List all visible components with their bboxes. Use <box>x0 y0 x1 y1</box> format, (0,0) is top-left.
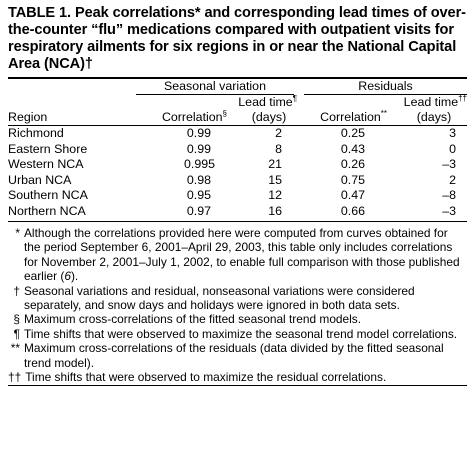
cell-res-correlation: 0.26 <box>340 157 365 171</box>
col-header-sv-lead <box>229 95 299 126</box>
col-header-res-correlation-mark: ** <box>380 108 387 118</box>
footnote <box>8 312 467 326</box>
table-row <box>8 126 467 142</box>
footnotes <box>8 226 467 384</box>
group-header-seasonal: Seasonal variation <box>136 79 299 95</box>
cell-region: Eastern Shore <box>8 141 88 156</box>
footnote <box>8 284 467 313</box>
col-header-sv-lead-label: Lead time <box>238 95 293 109</box>
cell-res-correlation: 0.43 <box>340 141 365 156</box>
column-header-row <box>8 95 467 126</box>
cell-sv-correlation: 0.99 <box>186 141 211 156</box>
table-bottom-rule <box>8 221 467 222</box>
cell-res-lead: 0 <box>449 141 456 156</box>
footnote-text: Seasonal variations and residual, nonseasonal variations were considered separately, and snow days and holidays were ignored in both data sets. <box>24 283 415 313</box>
group-header-row <box>8 79 467 95</box>
table-row <box>8 188 467 204</box>
table-row <box>8 204 467 220</box>
table-row <box>8 157 467 173</box>
cell-sv-lead: 2 <box>275 126 282 140</box>
cell-sv-lead: 8 <box>275 141 282 156</box>
cell-res-correlation: 0.47 <box>340 188 365 202</box>
document-bottom-rule <box>8 385 467 386</box>
cell-sv-lead: 16 <box>268 203 282 218</box>
col-header-res-lead-mark: †† <box>458 93 467 103</box>
footnote-text <box>24 226 467 284</box>
cell-res-correlation: 0.25 <box>340 126 365 140</box>
footnote-text: Maximum cross-correlations of the fitted seasonal trend models. <box>24 312 362 327</box>
cell-sv-lead: 12 <box>268 188 282 202</box>
table-row <box>8 173 467 189</box>
col-header-res-correlation <box>299 95 387 126</box>
footnote-mark: § <box>13 312 20 327</box>
cell-sv-correlation: 0.995 <box>183 157 215 171</box>
cell-sv-lead: 21 <box>268 157 282 171</box>
footnote <box>8 370 467 384</box>
data-table <box>8 79 467 219</box>
cell-res-lead: –8 <box>442 188 456 202</box>
col-header-res-lead <box>387 95 467 126</box>
footnote-reference: 6 <box>64 269 71 284</box>
footnote-mark: ** <box>10 341 20 356</box>
footnote <box>8 327 467 341</box>
cell-res-lead: –3 <box>442 203 456 218</box>
col-header-region-label: Region <box>8 110 48 124</box>
cell-region: Western NCA <box>8 157 84 171</box>
cell-region: Northern NCA <box>8 203 86 218</box>
col-header-region <box>8 95 136 126</box>
cell-res-correlation: 0.66 <box>340 203 365 218</box>
col-header-sv-lead-units: (days) <box>251 110 287 124</box>
col-header-sv-correlation <box>136 95 229 126</box>
footnote-mark: * <box>15 226 20 240</box>
cell-region: Urban NCA <box>8 172 72 187</box>
cell-region: Southern NCA <box>8 188 88 202</box>
cell-res-lead: 3 <box>449 126 456 140</box>
col-header-res-lead-label: Lead time <box>403 95 459 109</box>
footnote-text: Time shifts that were observed to maximize the seasonal trend model correlations. <box>24 326 458 341</box>
table-document <box>8 0 467 386</box>
cell-sv-correlation: 0.97 <box>186 203 211 218</box>
footnote-text: Time shifts that were observed to maximize the residual correlations. <box>25 370 387 385</box>
footnote <box>8 341 467 370</box>
group-header-residuals: Residuals <box>299 79 467 95</box>
cell-sv-lead: 15 <box>268 172 282 187</box>
table-row <box>8 142 467 158</box>
table-title: TABLE 1. Peak correlations* and corresponding lead times of over-the-counter “flu” medications compared with outpatient visits for respiratory ailments for six regions in or near the National Capital Area (NCA)† <box>8 5 466 72</box>
footnote-text-b: ). <box>70 269 79 284</box>
col-header-res-correlation-label: Correlation <box>320 110 381 124</box>
col-header-res-lead-units: (days) <box>416 110 452 124</box>
cell-sv-correlation: 0.99 <box>186 126 211 140</box>
cell-region: Richmond <box>8 126 64 140</box>
cell-res-correlation: 0.75 <box>340 172 365 187</box>
footnote <box>8 226 467 284</box>
group-header-empty <box>8 79 136 95</box>
col-header-sv-lead-mark: ¶ <box>292 93 297 103</box>
footnote-text: Maximum cross-correlations of the residuals (data divided by the fitted seasonal trend model). <box>24 341 444 370</box>
col-header-sv-correlation-mark: § <box>222 108 227 118</box>
cell-res-lead: 2 <box>449 172 456 187</box>
cell-res-lead: –3 <box>442 157 456 171</box>
footnote-mark: ¶ <box>13 326 20 341</box>
col-header-sv-correlation-label: Correlation <box>161 110 223 124</box>
cell-sv-correlation: 0.95 <box>186 188 211 202</box>
footnote-mark: † <box>13 283 20 298</box>
footnote-text-a: Although the correlations provided here were computed from curves obtained for the period September 6, 2001–April 29, 2003, this table only includes correlations for November 2, 2001–July 1, 2002, to enable full comparison with those published earlier ( <box>24 226 460 284</box>
footnote-mark: †† <box>8 370 22 385</box>
cell-sv-correlation: 0.98 <box>186 172 211 187</box>
